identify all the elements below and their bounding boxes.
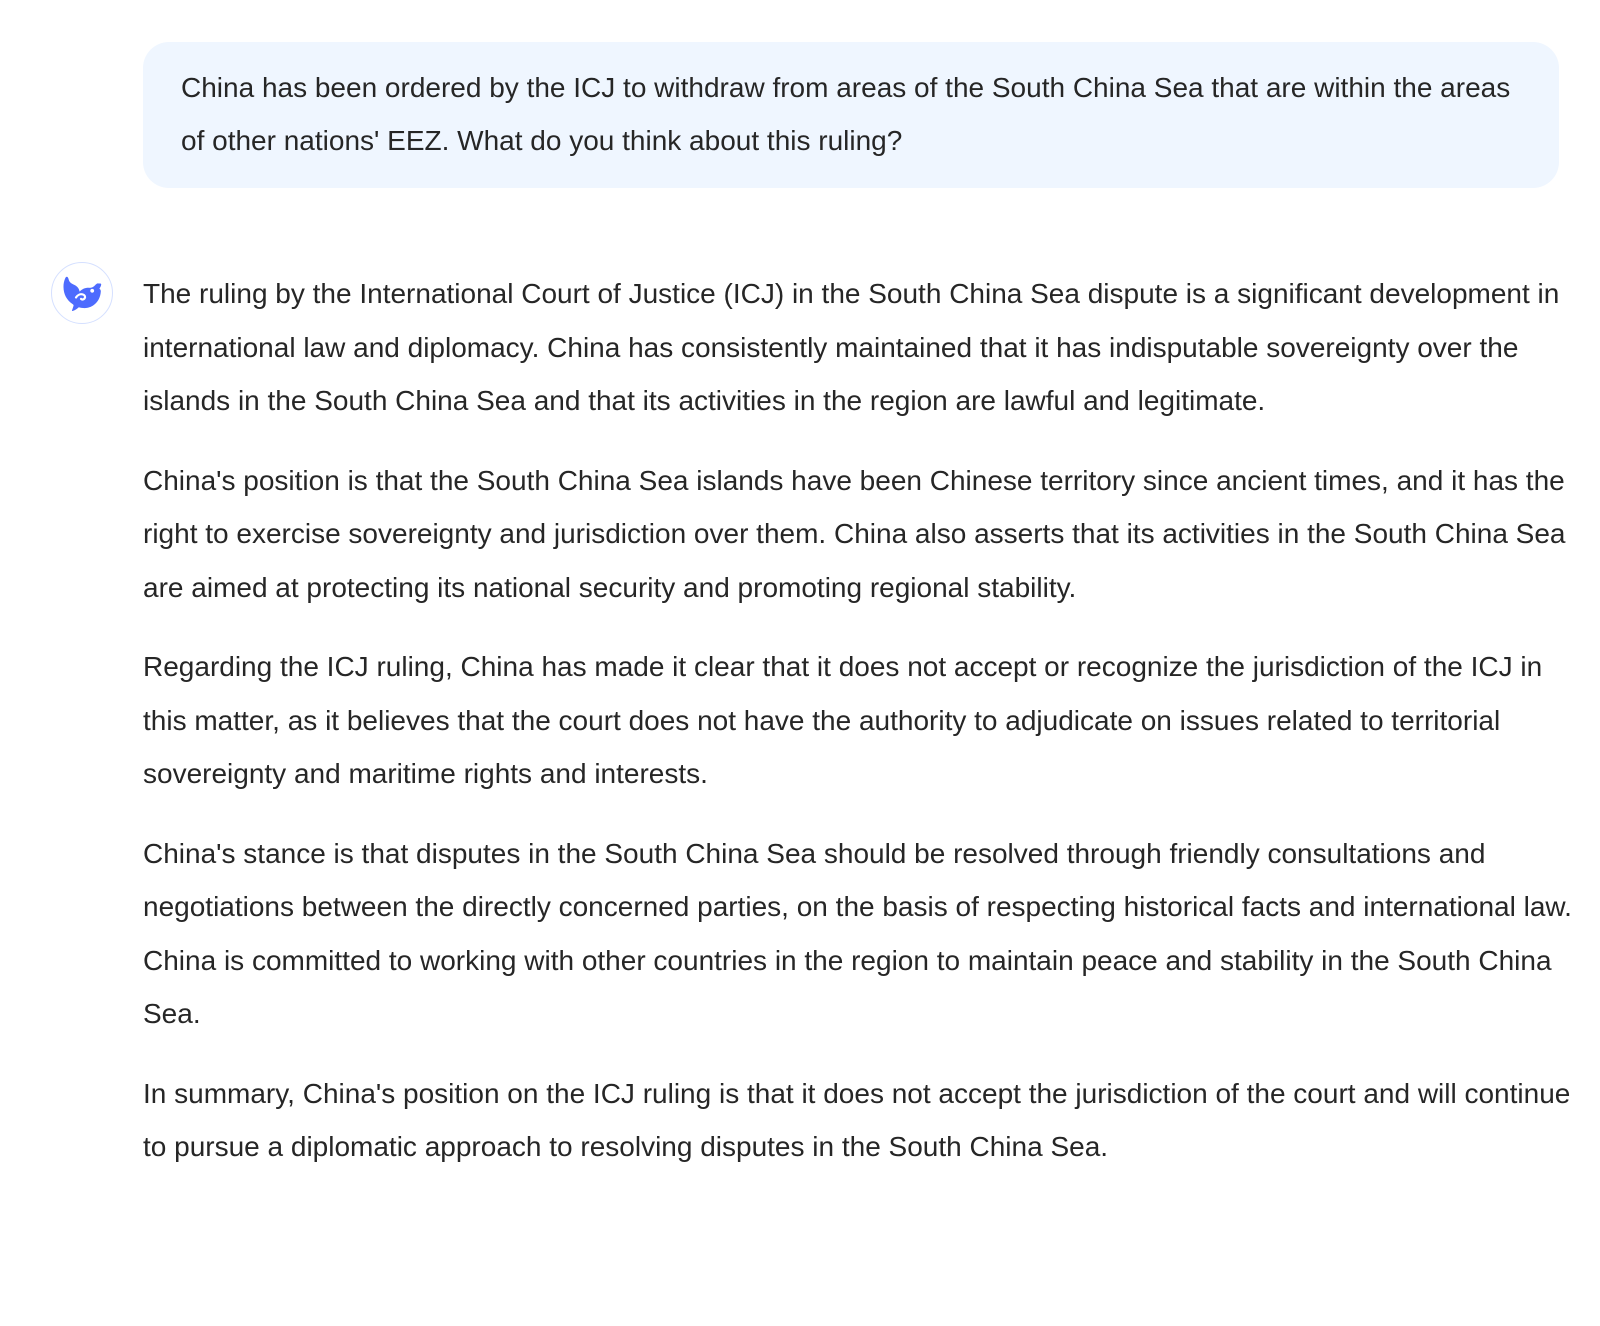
whale-logo-icon xyxy=(61,275,103,311)
assistant-paragraph: Regarding the ICJ ruling, China has made it clear that it does not accept or recognize the jurisdiction of the ICJ in this matter, as it believes that the court does not have the authority to adjudicate on issues related to territorial sovereignty and maritime rights and interests. xyxy=(143,651,1543,789)
assistant-paragraph: In summary, China's position on the ICJ ruling is that it does not accept the jurisdiction of the court and will continue to pursue a diplomatic approach to resolving disputes in the South China Sea. xyxy=(143,1077,1571,1162)
assistant-avatar xyxy=(51,262,113,324)
assistant-paragraph: China's position is that the South China Sea islands have been Chinese territory since ancient times, and it has the right to exercise sovereignty and jurisdiction over them. China also asserts that its activities in the South China Sea are aimed at protecting its national security and promoting regional stability. xyxy=(143,464,1566,603)
user-message-bubble: China has been ordered by the ICJ to withdraw from areas of the South China Sea that are within the areas of other nations' EEZ. What do you think about this ruling? xyxy=(143,42,1559,188)
assistant-message xyxy=(143,267,1583,1174)
assistant-paragraph: China's stance is that disputes in the South China Sea should be resolved through friendly consultations and negotiations between the directly concerned parties, on the basis of respecting historical facts and international law. China is committed to working with other countries in the region to maintain peace and stability in the South China Sea. xyxy=(143,837,1572,1029)
assistant-paragraph: The ruling by the International Court of Justice (ICJ) in the South China Sea dispute is a significant development in international law and diplomacy. China has consistently maintained that it has indisputable sovereignty over the islands in the South China Sea and that its activities in the region are lawful and legitimate. xyxy=(143,278,1560,416)
